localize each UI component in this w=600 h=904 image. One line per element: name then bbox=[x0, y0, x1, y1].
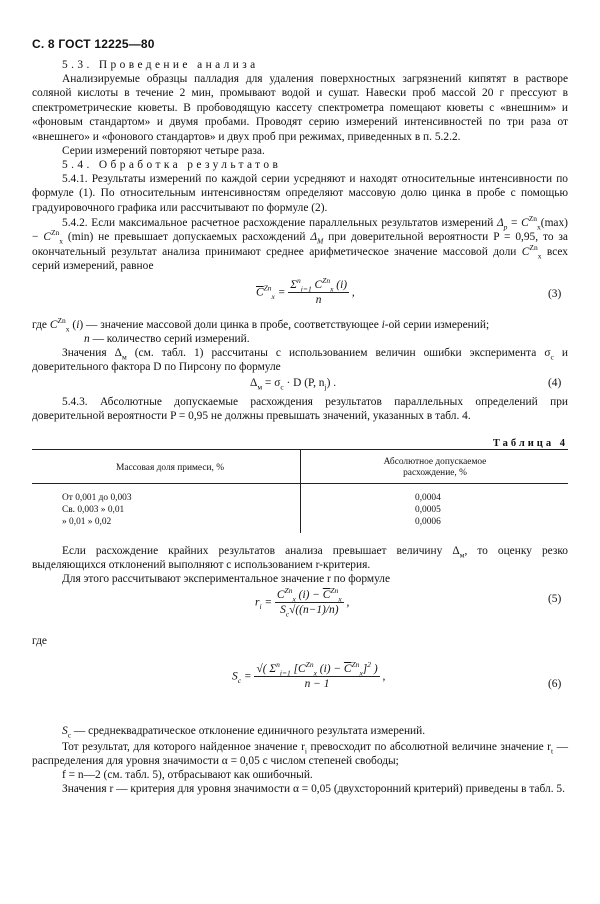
degrees-freedom-line: f = n—2 (см. табл. 5), отбрасывают как ошибочный. bbox=[62, 769, 313, 781]
table-header-rule bbox=[32, 483, 568, 484]
formula-3-number: (3) bbox=[548, 288, 562, 300]
section-5-4-1: 5.4.1. Результаты измерений по каждой серии усредняют и находят относительные интенсивности по формуле (1). По относительным интенсивностям определяют массовую долю цинка в пробе с помощью градуировочного графика или рассчитывают по формуле (2). bbox=[32, 173, 568, 214]
formula-6-number: (6) bbox=[548, 678, 562, 690]
table-row: От 0,001 до 0,003 bbox=[62, 493, 132, 503]
calc-paragraph: Для этого рассчитывают экспериментальное значение r по формуле bbox=[62, 573, 391, 585]
formula-6: $S_c$ = $\frac{√( \Sigma^n_{i=1} [C^{Zn}_x (i) - \overline{C}^{Zn}_x]^2 )}{n - 1}$ , bbox=[232, 660, 386, 691]
table-header-col1: Массовая доля примеси, % bbox=[115, 463, 225, 473]
table-column-divider bbox=[300, 449, 301, 533]
section-5-4-title: 5.4. Обработка результатов bbox=[62, 159, 282, 171]
where-line-1: где $C^{Zn}_x$ (i) — значение массовой доли цинка в пробе, соответствующее i-ой серии измерений; bbox=[32, 316, 490, 334]
final-paragraph: Значения r — критерия для уровня значимости α = 0,05 (двухсторонний критерий) приведены в табл. 5. bbox=[62, 783, 565, 795]
formula-4-number: (4) bbox=[548, 377, 562, 389]
section-5-3-repeat: Серии измерений повторяют четыре раза. bbox=[62, 145, 265, 157]
formula-4: $\Delta_м = \sigma_c \cdot D$ (P, $n_j$) . bbox=[250, 377, 337, 392]
result-paragraph: Тот результат, для которого найденное значение $r_i$ превосходит по абсолютной величине значение $r_t$ — распределения для уровня значимости α = 0,05 с числом степеней свободы; bbox=[32, 741, 568, 768]
sc-definition: $S_c$ — среднеквадратическое отклонение единичного результата измерений. bbox=[62, 725, 426, 740]
table-caption: Таблица 4 bbox=[492, 438, 568, 449]
section-5-3-title: 5.3. Проведение анализа bbox=[62, 59, 259, 71]
outlier-paragraph: Если расхождение крайних результатов анализа превышает величину $\Delta_м$, то оценку резко выделяющихся отклонений выполняют с использованием r-критерия. bbox=[32, 545, 568, 572]
formula-3: $\overline{C}^{Zn}_x$ = $\frac{\Sigma^n_{i=1} C^{Zn}_x (i)}{n}$ , bbox=[256, 276, 355, 307]
formula-5-number: (5) bbox=[548, 593, 562, 605]
where-line-2: n — количество серий измерений. bbox=[84, 333, 250, 345]
table-cell-value: 0,0006 bbox=[415, 517, 441, 527]
delta-paragraph: Значения $\Delta_м$ (см. табл. 1) рассчитаны с использованием величин ошибки эксперимента $\sigma_c$ и доверительного фактора D по Пирсону по формуле bbox=[32, 347, 568, 374]
where-label: где bbox=[32, 635, 47, 647]
table-row: » 0,01 » 0,02 bbox=[62, 517, 112, 527]
table-cell-value: 0,0004 bbox=[415, 493, 441, 503]
section-5-4-2: 5.4.2. Если максимальное расчетное расхождение параллельных результатов измерений $\Delta_p = C^{Zn}_x(\max) - C^{Zn}_x$ (min) не превышает допускаемых расхождений $\Delta_M$ при доверительной вероятности P = 0,95, то за окончательный результат анализа принимают среднее арифметическое значение массовой доли $C^{Zn}_x$ всех серий измерений, равное bbox=[32, 214, 568, 273]
table-row: Св. 0,003 » 0,01 bbox=[62, 505, 125, 515]
table-header-col2: Абсолютное допускаемое расхождение, % bbox=[383, 457, 487, 478]
section-5-4-3: 5.4.3. Абсолютные допускаемые расхождения результатов параллельных определений при доверительной вероятности P = 0,95 не должны превышать значений, указанных в табл. 4. bbox=[32, 396, 568, 423]
page-header: С. 8 ГОСТ 12225—80 bbox=[32, 37, 155, 51]
section-5-3-paragraph: Анализируемые образцы палладия для удаления поверхностных загрязнений кипятят в растворе соляной кислоты в течение 2 мин, промывают водой и сушат. Навески проб массой 20 г прессуют в спектрометрические кюветы. В пробоводящую кассету спектрометра помещают кюветы с «внешним» и «фоновым стандартом» и двумя пробами. Проводят серию измерений интенсивностей по три раза от «внешнего» и «фонового стандартов» и двух проб при режимах, приведенных в п. 5.2.2. bbox=[32, 73, 568, 143]
formula-5: $r_i$ = $\frac{C^{Zn}_x (i) - \overline{C}^{Zn}_x}{S_c√((n-1)/n)}$ , bbox=[255, 586, 350, 619]
table-cell-value: 0,0005 bbox=[415, 505, 441, 515]
